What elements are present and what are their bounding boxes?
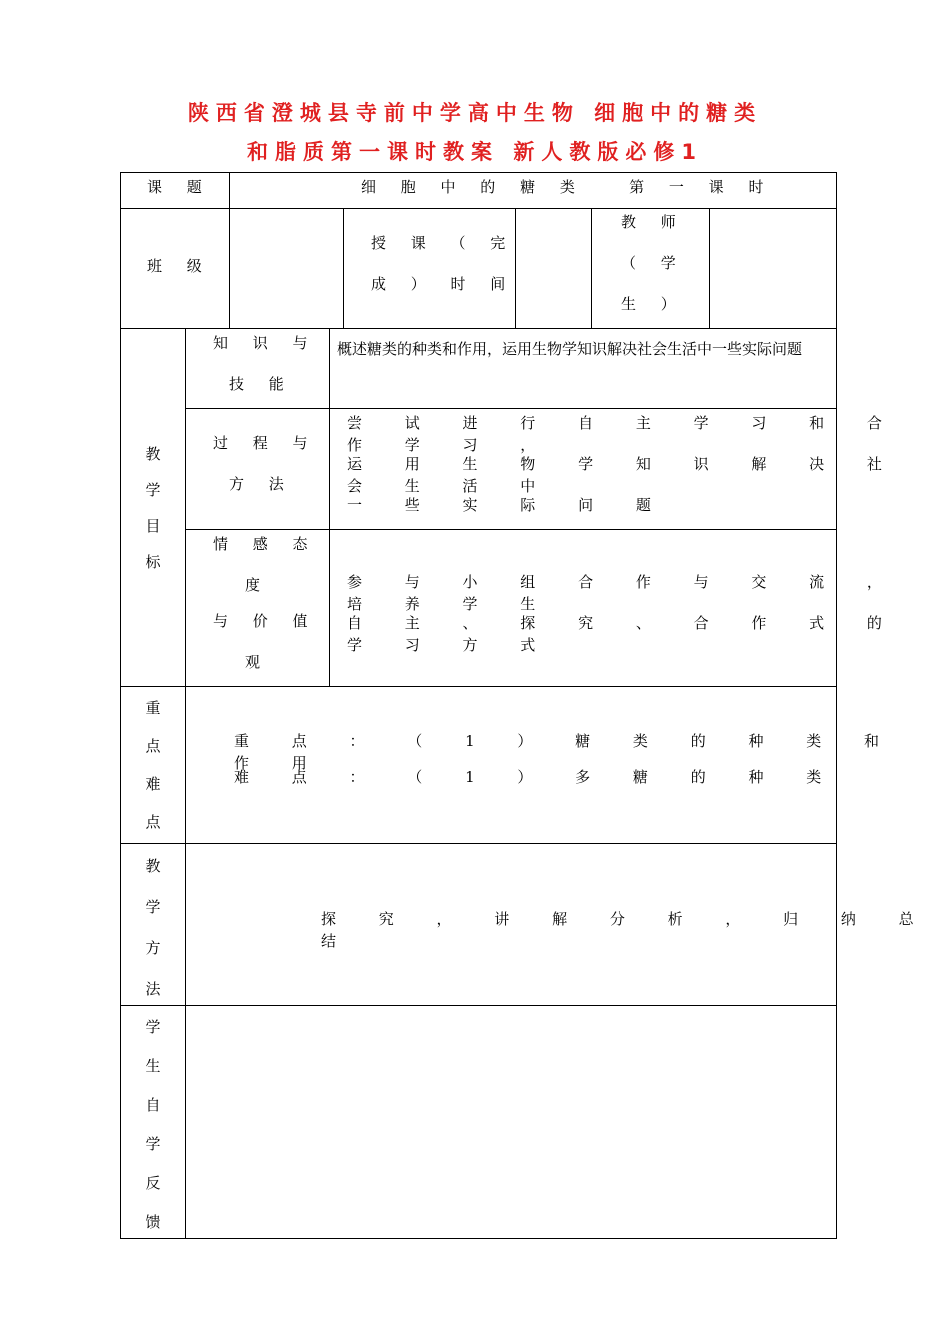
student-feedback-label: 学 生 自 学 反 馈 xyxy=(145,1018,161,1231)
teacher-label-line-1: 教 师 xyxy=(621,213,686,231)
row-divider xyxy=(185,408,837,409)
emotion-value-line-1: 参 与 小 组 合 作 与 交 流 ， 培 养 学 生 xyxy=(347,573,901,613)
time-label-line-1: 授 课 （ 完 xyxy=(371,234,516,252)
column-divider xyxy=(329,328,330,687)
knowledge-label-line-2: 技 能 xyxy=(229,375,294,393)
document-title-line-1: 陕西省澄城县寺前中学高中生物 细胞中的糖类 xyxy=(187,101,763,125)
topic-label: 课 题 xyxy=(147,178,212,196)
teacher-label-line-3: 生 ） xyxy=(621,295,686,313)
document-title-line-2: 和脂质第一课时教案 新人教版必修1 xyxy=(247,140,703,164)
row-divider xyxy=(120,843,837,844)
key-point-line-1: 重 点 ： （ 1 ） 糖 类 的 种 类 和 作 用 xyxy=(234,732,898,772)
topic-value: 细 胞 中 的 糖 类 第 一 课 时 xyxy=(361,178,774,196)
column-divider xyxy=(229,172,230,329)
knowledge-label-line-1: 知 识 与 xyxy=(213,334,318,352)
key-points-label: 重 点 难 点 xyxy=(145,699,161,831)
column-divider xyxy=(591,208,592,329)
row-divider xyxy=(185,529,837,530)
row-divider xyxy=(120,208,837,209)
process-label-line-1: 过 程 与 xyxy=(213,434,318,452)
key-point-line-2: 难 点 ： （ 1 ） 多 糖 的 种 类 xyxy=(234,768,841,786)
time-label-line-2: 成 ） 时 间 xyxy=(371,275,516,293)
row-divider xyxy=(120,686,837,687)
table-border-top xyxy=(120,172,837,173)
emotion-label-line-2: 度 xyxy=(245,576,271,594)
knowledge-value: 概述糖类的种类和作用，运用生物学知识解决社会生活中一些实际问题 xyxy=(337,340,803,358)
emotion-label-line-1: 情 感 态 xyxy=(213,535,318,553)
row-divider xyxy=(120,328,837,329)
process-label-line-2: 方 法 xyxy=(229,475,294,493)
teaching-method-label: 教 学 方 法 xyxy=(145,857,161,998)
emotion-label-line-3: 与 价 值 xyxy=(213,612,318,630)
column-divider xyxy=(343,208,344,329)
class-label: 班 级 xyxy=(147,257,212,275)
emotion-label-line-4: 观 xyxy=(245,653,271,671)
process-value-line-2: 运 用 生 物 学 知 识 解 决 社 会 生 活 中 xyxy=(347,455,901,495)
column-divider xyxy=(515,208,516,329)
teaching-method-value: 探 究 ， 讲 解 分 析 ， 归 纳 总 结 xyxy=(321,910,933,950)
emotion-value-line-2: 自 主 、 探 究 、 合 作 式 的 学 习 方 式 xyxy=(347,614,901,654)
teacher-label-line-2: （ 学 xyxy=(621,254,686,272)
student-feedback-area xyxy=(186,1006,836,1238)
column-divider xyxy=(709,208,710,329)
process-value-line-1: 尝 试 进 行 自 主 学 习 和 合 作 学 习 ， xyxy=(347,414,901,454)
table-border-bottom xyxy=(120,1238,837,1239)
table-border-right xyxy=(836,172,837,1239)
goals-label: 教 学 目 标 xyxy=(145,445,161,571)
process-value-line-3: 一 些 实 际 问 题 xyxy=(347,496,670,514)
